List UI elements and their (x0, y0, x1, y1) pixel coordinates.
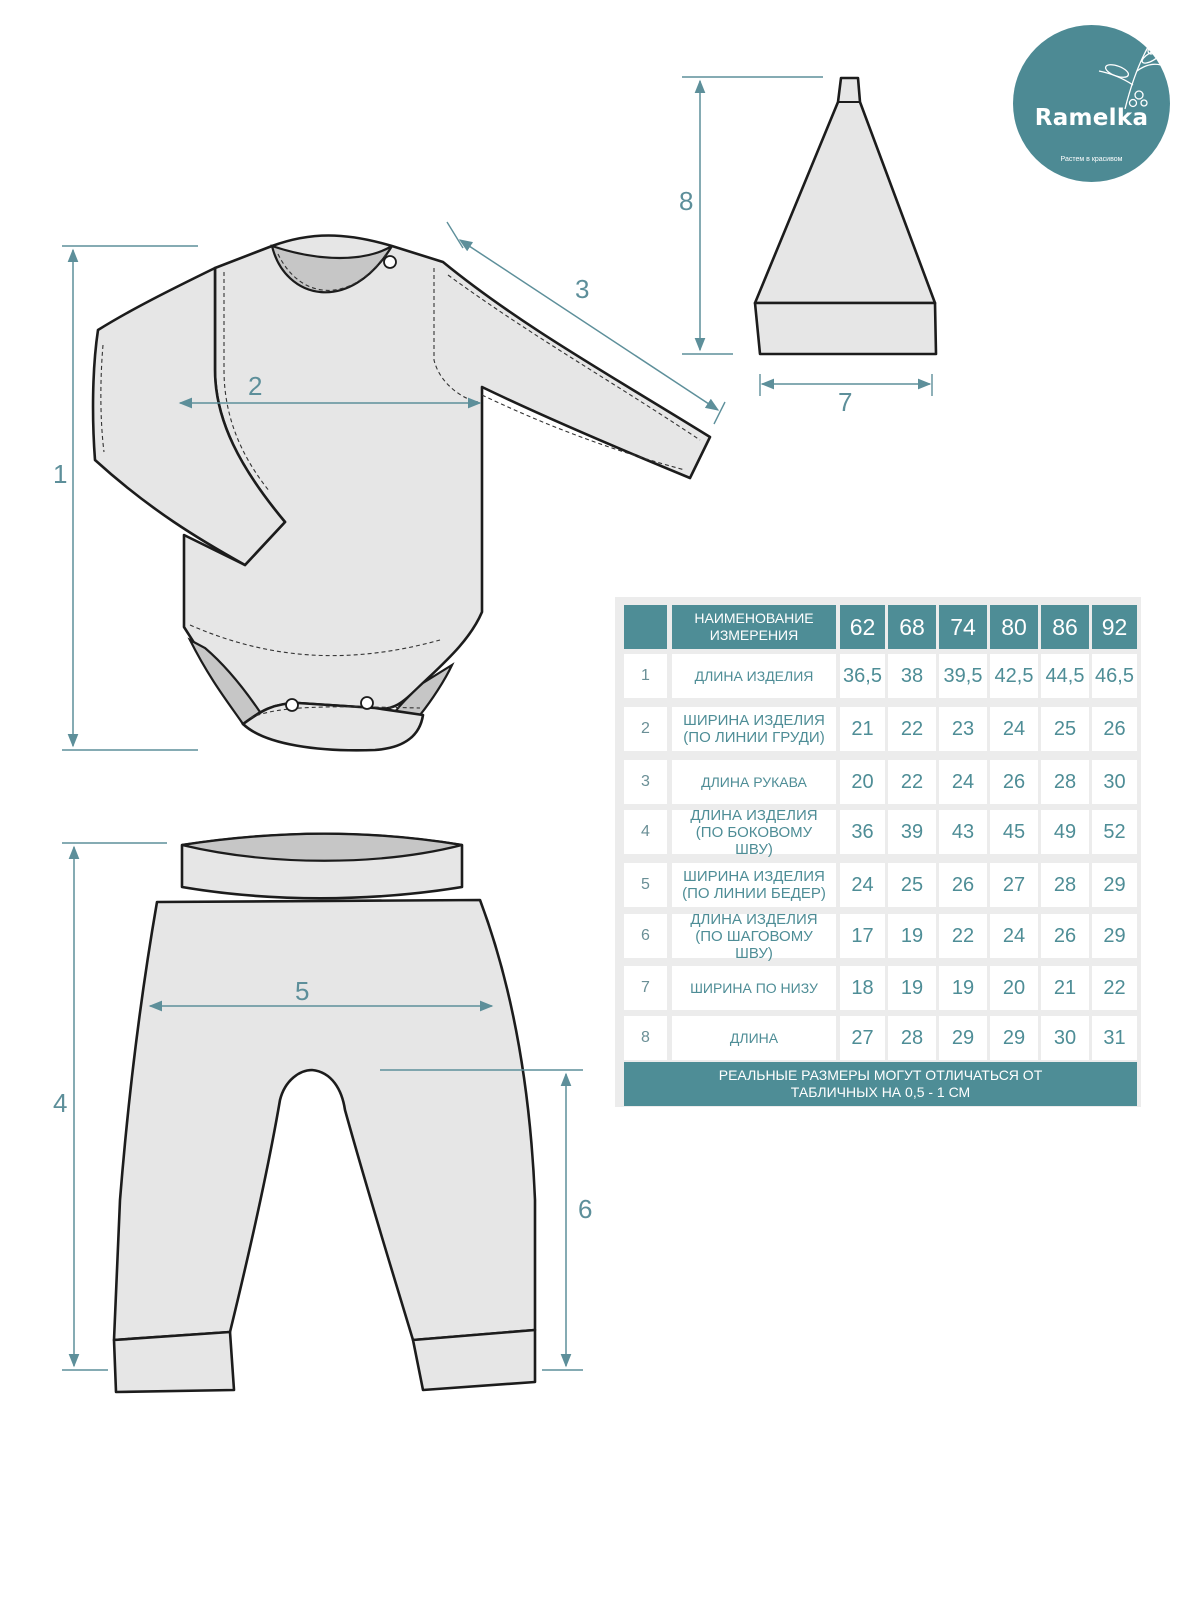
size-value: 49 (1041, 810, 1089, 854)
size-value: 46,5 (1092, 654, 1137, 698)
size-value: 21 (840, 707, 885, 751)
size-value: 19 (888, 966, 936, 1010)
size-value: 24 (939, 760, 987, 804)
measurement-name: ШИРИНА ИЗДЕЛИЯ (ПО ЛИНИИ ГРУДИ) (672, 707, 836, 751)
measurement-name: ДЛИНА ИЗДЕЛИЯ (672, 654, 836, 698)
dimension-label-3: 3 (575, 274, 590, 304)
size-header-68: 68 (888, 605, 936, 649)
size-header-62: 62 (840, 605, 885, 649)
measurement-name: ДЛИНА (672, 1016, 836, 1060)
size-value: 25 (1041, 707, 1089, 751)
size-value: 23 (939, 707, 987, 751)
size-value: 42,5 (990, 654, 1038, 698)
row-number: 6 (624, 914, 667, 958)
size-value: 29 (1092, 863, 1137, 907)
size-value: 43 (939, 810, 987, 854)
measurement-name: ШИРИНА ИЗДЕЛИЯ (ПО ЛИНИИ БЕДЕР) (672, 863, 836, 907)
size-value: 22 (1092, 966, 1137, 1010)
size-value: 22 (939, 914, 987, 958)
size-value: 22 (888, 707, 936, 751)
table-header-blank (624, 605, 667, 649)
size-value: 26 (1092, 707, 1137, 751)
dimension-label-8: 8 (679, 186, 694, 216)
size-value: 21 (1041, 966, 1089, 1010)
size-value: 20 (990, 966, 1038, 1010)
size-header-80: 80 (990, 605, 1038, 649)
row-number: 7 (624, 966, 667, 1010)
size-value: 30 (1092, 760, 1137, 804)
size-value: 26 (990, 760, 1038, 804)
size-value: 25 (888, 863, 936, 907)
size-value: 28 (888, 1016, 936, 1060)
size-value: 18 (840, 966, 885, 1010)
row-number: 5 (624, 863, 667, 907)
size-value: 36 (840, 810, 885, 854)
size-value: 26 (939, 863, 987, 907)
size-value: 20 (840, 760, 885, 804)
size-value: 29 (990, 1016, 1038, 1060)
size-header-74: 74 (939, 605, 987, 649)
size-value: 44,5 (1041, 654, 1089, 698)
size-value: 38 (888, 654, 936, 698)
size-value: 17 (840, 914, 885, 958)
size-value: 29 (939, 1016, 987, 1060)
brand-logo (1013, 25, 1170, 182)
size-value: 31 (1092, 1016, 1137, 1060)
row-number: 3 (624, 760, 667, 804)
dimension-label-4: 4 (53, 1088, 68, 1118)
size-value: 27 (840, 1016, 885, 1060)
size-value: 28 (1041, 760, 1089, 804)
row-number: 8 (624, 1016, 667, 1060)
size-header-86: 86 (1041, 605, 1089, 649)
size-value: 22 (888, 760, 936, 804)
size-value: 45 (990, 810, 1038, 854)
dimension-label-6: 6 (578, 1194, 593, 1224)
measurement-name: ДЛИНА ИЗДЕЛИЯ (ПО ШАГОВОМУ ШВУ) (672, 914, 836, 958)
size-value: 36,5 (840, 654, 885, 698)
size-value: 19 (888, 914, 936, 958)
size-value: 28 (1041, 863, 1089, 907)
size-header-92: 92 (1092, 605, 1137, 649)
size-value: 52 (1092, 810, 1137, 854)
size-table (615, 597, 1141, 1107)
dimension-label-2: 2 (248, 371, 263, 401)
dimension-label-1: 1 (53, 459, 68, 489)
row-number: 2 (624, 707, 667, 751)
size-value: 19 (939, 966, 987, 1010)
logo-brand-name: Ramelka (1034, 105, 1149, 131)
measurement-name: ШИРИНА ПО НИЗУ (672, 966, 836, 1010)
dimension-label-5: 5 (295, 976, 310, 1006)
size-value: 26 (1041, 914, 1089, 958)
size-value: 24 (840, 863, 885, 907)
measurement-name: ДЛИНА РУКАВА (672, 760, 836, 804)
size-value: 24 (990, 707, 1038, 751)
row-number: 4 (624, 810, 667, 854)
table-note: РЕАЛЬНЫЕ РАЗМЕРЫ МОГУТ ОТЛИЧАТЬСЯ ОТ ТАБЛИЧНЫХ НА 0,5 - 1 СМ (624, 1062, 1137, 1106)
size-value: 24 (990, 914, 1038, 958)
pants-drawing (114, 834, 535, 1392)
dimension-label-7: 7 (838, 387, 853, 417)
row-number: 1 (624, 654, 667, 698)
size-value: 39,5 (939, 654, 987, 698)
size-value: 27 (990, 863, 1038, 907)
size-value: 29 (1092, 914, 1137, 958)
measurement-name: ДЛИНА ИЗДЕЛИЯ (ПО БОКОВОМУ ШВУ) (672, 810, 836, 854)
size-value: 30 (1041, 1016, 1089, 1060)
table-header-label: НАИМЕНОВАНИЕ ИЗМЕРЕНИЯ (672, 605, 836, 649)
size-value: 39 (888, 810, 936, 854)
logo-tagline: Растем в красивом (1060, 156, 1123, 163)
hat-drawing (755, 78, 936, 354)
